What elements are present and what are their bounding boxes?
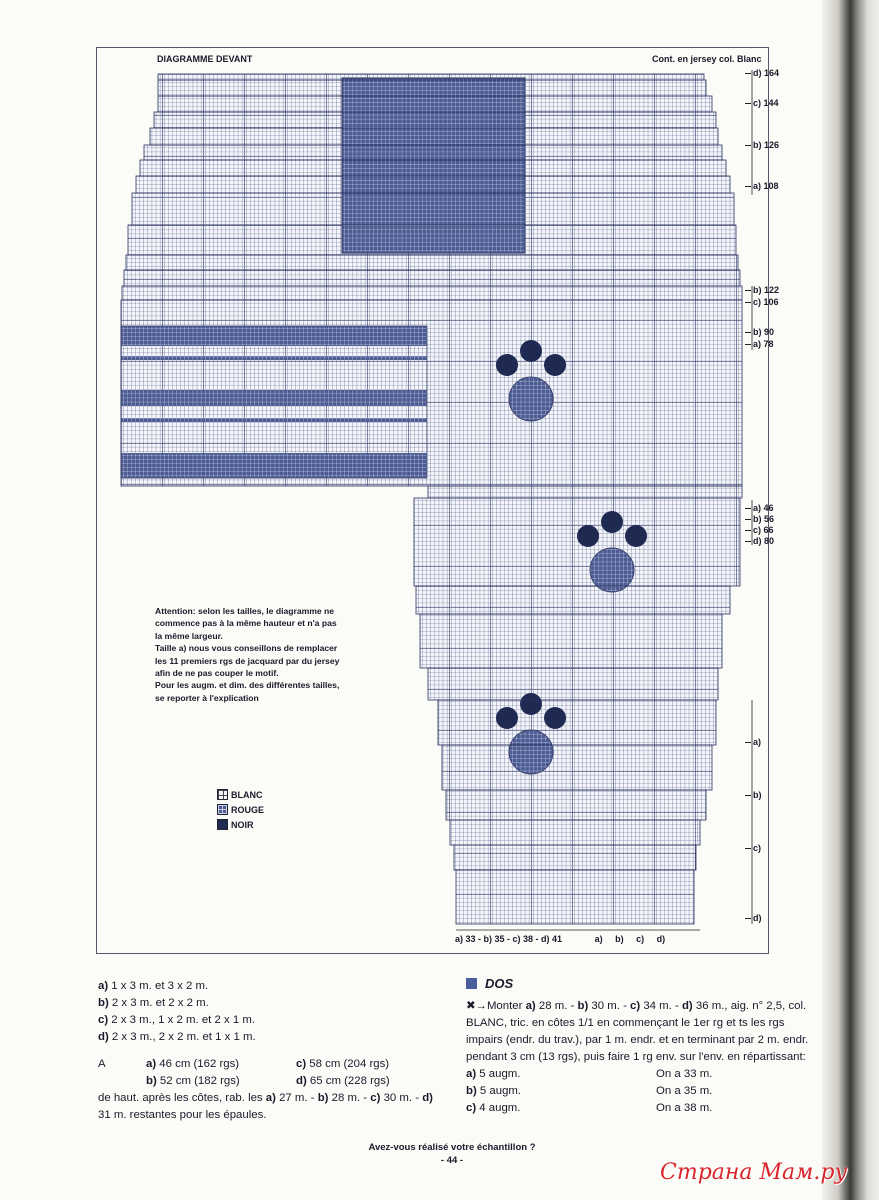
attention-line: se reporter à l'explication: [155, 692, 259, 703]
section-square-icon: [466, 978, 477, 989]
shoulder-instruction: de haut. après les côtes, rab. les a) 27 m. - b) 28 m. - c) 30 m. - d) 31 m. restantes pour les épaules.: [98, 1092, 433, 1121]
rouge-stripe: [121, 418, 427, 422]
chart-grid-band: [122, 286, 742, 300]
dos-instructions: ✖→Monter a) 28 m. - b) 30 m. - c) 34 m. - d) 36 m., aig. n° 2,5, col. BLANC, tric. en côtes 1/1 en commençant le 1er rg et ts les rgs impairs (endr. du trav.), par 1 m. endr. et en terminant par 2 m. endr. pendant 3 cm (13 rgs), puis faire 1 rg env. sur l'env. en répartissant:: [466, 1000, 809, 1063]
rouge-stripe: [121, 326, 427, 346]
footer-question: Avez-vous réalisé votre échantillon ?: [368, 1142, 536, 1153]
dos-section: [466, 975, 821, 1117]
axis-label: d): [656, 934, 666, 944]
aug-row: c) 4 augm. On a 38 m.: [466, 1102, 713, 1114]
axis-label: a): [594, 934, 603, 944]
chart-grid-band: [454, 845, 696, 870]
bottom-width-axis: [455, 934, 675, 944]
height-measures: [98, 1056, 443, 1090]
row-marker: b) 90: [745, 327, 774, 337]
rouge-stripe: [121, 356, 427, 360]
instruction-line: a) 1 x 3 m. et 3 x 2 m.: [98, 980, 209, 992]
chart-grid-band: [428, 486, 742, 498]
rouge-swatch-icon: [217, 804, 228, 815]
row-marker: b) 56: [745, 514, 774, 524]
axis-label: a) 33 - b) 35 - c) 38 - d) 41: [455, 934, 563, 944]
aug-row: b) 5 augm. On a 35 m.: [466, 1085, 713, 1097]
paw-print-2-toe: [601, 511, 623, 533]
chart-grid-band: [456, 870, 694, 924]
row-marker: c) 66: [745, 525, 774, 535]
row-marker: a) 108: [745, 181, 779, 191]
row-marker: b) 126: [745, 140, 779, 150]
page-number: - 44 -: [440, 1155, 464, 1166]
dos-heading: DOS: [466, 975, 821, 992]
row-marker: c) 144: [745, 98, 779, 108]
blanc-swatch-icon: [217, 789, 228, 800]
chart-grid-band: [420, 614, 722, 668]
rouge-square-motif: [342, 78, 525, 253]
attention-line: Attention: selon les tailles, le diagramme ne: [155, 606, 335, 616]
instruction-line: c) 2 x 3 m., 1 x 2 m. et 2 x 1 m.: [98, 1014, 256, 1026]
instruction-line: b) 2 x 3 m. et 2 x 2 m.: [98, 997, 209, 1009]
row-marker: c): [745, 843, 761, 853]
attention-line: les 11 premiers rgs de jacquard par du jersey: [155, 655, 340, 666]
chart-grid-band: [428, 668, 718, 700]
chart-grid-band: [446, 790, 706, 820]
row-marker: b): [745, 790, 762, 800]
chart-grid-band: [414, 498, 740, 586]
chart-grid-band: [442, 745, 712, 790]
decrease-instructions: [98, 978, 443, 1124]
chart-grid-band: [438, 700, 716, 745]
legend-noir: [217, 817, 264, 832]
chart-grid-band: [124, 270, 740, 286]
attention-line: commence pas à la même hauteur et n'a pas: [155, 618, 337, 629]
measure-c: c) 58 cm (204 rgs): [296, 1058, 390, 1070]
measure-d: d) 65 cm (228 rgs): [296, 1075, 390, 1087]
paw-print-3-toe: [520, 693, 542, 715]
measure-a: a) 46 cm (162 rgs): [146, 1058, 240, 1070]
rouge-stripe: [121, 390, 427, 406]
chart-grid-band: [416, 586, 730, 614]
rouge-stripe: [121, 453, 427, 478]
row-marker: a): [745, 737, 761, 747]
row-marker: d) 164: [745, 68, 779, 78]
diagram-subtitle: Cont. en jersey col. Blanc: [652, 54, 762, 64]
legend-rouge: [217, 802, 264, 817]
attention-line: Taille a) nous vous conseillons de remplacer: [155, 643, 338, 654]
attention-line: la même largeur.: [155, 630, 223, 641]
measure-b: b) 52 cm (182 rgs): [146, 1075, 240, 1087]
axis-label: c): [636, 934, 645, 944]
noir-swatch-icon: [217, 819, 228, 830]
row-marker: a) 46: [745, 503, 774, 513]
chart-grid-band: [126, 255, 738, 270]
legend-label: ROUGE: [231, 804, 265, 815]
chart-grid-band: [450, 820, 700, 845]
axis-label: b): [615, 934, 624, 944]
attention-note: [155, 605, 380, 704]
legend-label: BLANC: [231, 789, 263, 800]
legend-blanc: [217, 787, 264, 802]
measure-letter: A: [98, 1058, 106, 1070]
row-marker: a) 78: [745, 339, 774, 349]
row-marker: b) 122: [745, 285, 779, 295]
attention-line: Pour les augm. et dim. des différentes tailles,: [155, 680, 340, 691]
paw-print-2-toe: [625, 525, 647, 547]
color-legend: [217, 787, 264, 832]
site-watermark: Страна Мам.ру: [660, 1160, 848, 1185]
paw-print-3-toe: [544, 707, 566, 729]
paw-print-3-toe: [496, 707, 518, 729]
paw-print-1-toe: [496, 354, 518, 376]
page-footer: [352, 1141, 552, 1167]
row-marker: d) 80: [745, 536, 774, 546]
attention-line: afin de ne pas couper le motif.: [155, 668, 279, 679]
row-marker: d): [745, 913, 762, 923]
row-marker: c) 106: [745, 297, 779, 307]
legend-label: NOIR: [231, 819, 254, 830]
paw-print-1-toe: [544, 354, 566, 376]
diagram-title: DIAGRAMME DEVANT: [157, 54, 253, 64]
paw-print-1-toe: [520, 340, 542, 362]
paw-print-2-toe: [577, 525, 599, 547]
instruction-line: d) 2 x 3 m., 2 x 2 m. et 1 x 1 m.: [98, 1031, 256, 1043]
aug-row: a) 5 augm. On a 33 m.: [466, 1068, 713, 1080]
